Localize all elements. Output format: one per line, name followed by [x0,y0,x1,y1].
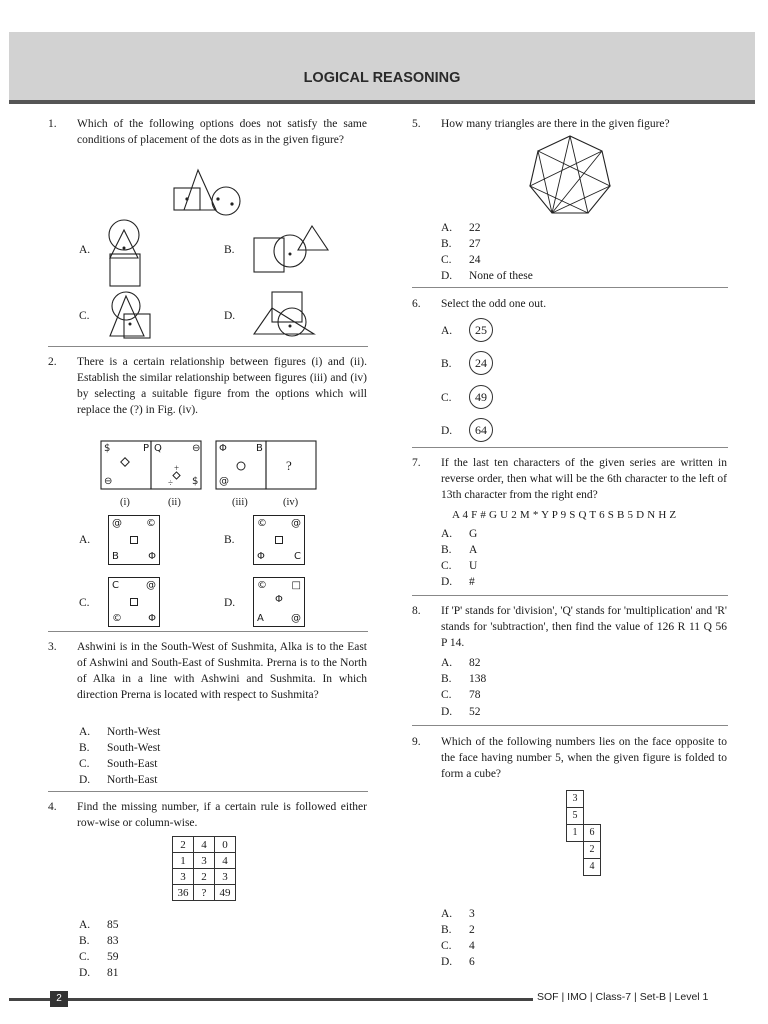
option-text: 27 [469,238,481,250]
question-number: 7. [412,457,421,469]
q4-option-b[interactable] [79,934,119,948]
q4-option-d[interactable] [79,966,119,980]
option-text: South-West [107,742,161,754]
net-face: 3 [566,790,584,808]
opt-b-tl: © [257,518,267,529]
option-letter: B. [441,238,452,250]
q7-series: A 4 F # G U 2 M * Y P 9 S Q T 6 S B 5 D N H Z [452,509,677,521]
q2-i-bottom-left: ⊖ [104,476,113,487]
grid-cell: 0 [215,837,236,853]
divider [412,287,728,288]
svg-text:+: + [174,463,180,473]
q3-option-c[interactable] [79,757,157,771]
grid-cell: 4 [194,837,215,853]
option-letter: B. [441,358,452,371]
option-text: U [469,560,478,572]
q4-option-a[interactable] [79,918,119,932]
option-letter: A. [441,325,453,338]
q2-ii-top-left: Q [154,443,162,454]
option-text: 6 [469,956,475,968]
question-text: How many triangles are there in the given figure? [441,118,670,130]
q7-option-c[interactable] [441,559,477,573]
option-letter: C. [441,940,452,952]
q2-option-c-label[interactable]: C. [79,597,90,609]
question-number: 9. [412,736,421,748]
option-text: 78 [469,689,481,701]
q1-option-a-label[interactable]: A. [79,244,91,256]
q9-cube-net [566,790,606,900]
footer-text: SOF | IMO | Class-7 | Set-B | Level 1 [537,991,709,1003]
q8-option-a[interactable] [441,656,481,670]
opt-b-br: C [294,551,301,562]
grid-cell: 4 [215,853,236,869]
option-letter: A. [441,528,453,540]
q2-option-a-label[interactable]: A. [79,534,91,546]
option-letter: D. [79,967,91,979]
q6-option-a[interactable] [441,318,493,342]
divider [48,631,368,632]
question-5 [412,116,728,134]
option-letter: D. [441,270,453,282]
option-letter: A. [79,726,91,738]
opt-c-br: Φ [148,613,156,624]
question-number: 8. [412,605,421,617]
fig-label-ii: (ii) [168,497,181,508]
q2-question-mark: ? [286,458,292,473]
option-text: A [469,544,478,556]
option-letter: A. [79,919,91,931]
option-text: 59 [107,951,119,963]
option-text: 52 [469,706,481,718]
option-text: 3 [469,908,475,920]
option-letter: D. [441,425,453,438]
q2-option-d-label[interactable]: D. [224,597,236,609]
square-icon [130,536,138,544]
circled-number: 64 [469,418,493,442]
q2-option-a-figure[interactable] [108,515,160,565]
opt-d-bl: A [257,613,264,624]
option-letter: C. [441,560,452,572]
option-letter: D. [441,706,453,718]
q5-option-c[interactable] [441,253,481,267]
option-text: 22 [469,222,481,234]
question-1 [48,116,368,176]
net-face: 4 [583,858,601,876]
q1-option-d-figure[interactable] [252,290,334,342]
question-number: 5. [412,118,421,130]
question-text: Which of the following numbers lies on the face opposite to the face having number 5, when the given figure is folded to form a cube? [441,736,727,780]
q2-iii-bottom-left: @ [219,476,229,487]
divider [412,725,728,726]
question-text: Which of the following options does not satisfy the same conditions of placement of the dots as in the given figure? [77,118,367,146]
q9-option-d[interactable] [441,955,475,969]
option-text: North-West [107,726,161,738]
q1-option-b-label[interactable]: B. [224,244,235,256]
option-text: 24 [469,254,481,266]
opt-a-bl: B [112,551,119,562]
q9-option-a[interactable] [441,907,475,921]
option-text: 2 [469,924,475,936]
q6-option-b[interactable] [441,351,493,375]
opt-a-br: Φ [148,551,156,562]
q6-option-c[interactable] [441,385,493,409]
q9-option-c[interactable] [441,939,475,953]
fig-label-i: (i) [120,497,130,508]
option-text: 85 [107,919,119,931]
opt-c-tl: C [112,580,119,591]
q1-option-d-label[interactable]: D. [224,310,236,322]
net-face: 2 [583,841,601,859]
option-letter: D. [79,774,91,786]
q2-option-c-figure[interactable] [108,577,160,627]
option-text: 4 [469,940,475,952]
q8-option-d[interactable] [441,705,481,719]
q5-heptagon-figure [528,134,612,216]
q2-i-top-left: $ [104,443,111,454]
option-letter: D. [441,956,453,968]
option-letter: B. [79,742,90,754]
option-text: South-East [107,758,158,770]
option-text: 83 [107,935,119,947]
grid-cell: 1 [173,853,194,869]
question-text: Select the odd one out. [441,298,547,310]
circled-number: 25 [469,318,493,342]
q7-option-d[interactable] [441,575,475,589]
question-text: If 'P' stands for 'division', 'Q' stands for 'multiplication' and 'R' stands for 'subtraction', then find the value of 126 R 11 Q 56 P 14. [441,605,727,649]
option-text: 82 [469,657,481,669]
grid-cell: 49 [215,885,236,901]
option-letter: D. [441,576,453,588]
circled-number: 24 [469,351,493,375]
q2-option-d-figure[interactable] [253,577,305,627]
question-6 [412,296,728,314]
option-letter: B. [441,924,452,936]
page-header [9,32,755,104]
opt-a-tr: © [146,518,156,529]
option-letter: C. [79,758,90,770]
q2-ii-top-right: ⊖ [192,443,201,454]
square-icon [130,598,138,606]
opt-d-tl: © [257,580,267,591]
net-face: 5 [566,807,584,825]
q3-option-b[interactable] [79,741,160,755]
page-number: 2 [50,991,68,1007]
opt-b-bl: Φ [257,551,265,562]
phi-icon: Φ [275,594,283,605]
question-9 [412,734,728,784]
opt-c-bl: © [112,613,122,624]
svg-text:÷: ÷ [168,478,173,488]
question-text: If the last ten characters of the given series are written in reverse order, then what will be the 6th character to the left of 13th character from the right end? [441,457,727,501]
q1-option-b-figure[interactable] [250,224,332,276]
grid-cell: 3 [173,869,194,885]
q2-i-top-right: P [143,443,150,454]
opt-d-br: @ [291,613,301,624]
opt-d-tr: □ [291,580,301,591]
circled-number: 49 [469,385,493,409]
option-letter: B. [441,673,452,685]
question-2 [48,354,368,436]
divider [412,447,728,448]
option-text: North-East [107,774,158,786]
option-letter: A. [441,657,453,669]
question-text: Ashwini is in the South-West of Sushmita, Alka is to the East of Ashwini and South-East of Sushmita. Prerna is to the North of Alka in a line with Ashwini and Sushmita. In which direction Prerna is located with respect to Sushmita? [77,641,367,701]
question-number: 2. [48,356,57,368]
q7-option-b[interactable] [441,543,477,557]
q5-option-d[interactable] [441,269,533,283]
option-text: 81 [107,967,119,979]
opt-a-tl: @ [112,518,122,529]
q8-option-c[interactable] [441,688,481,702]
q1-given-figure [170,168,245,218]
question-7 [412,455,728,505]
divider [48,791,368,792]
option-letter: A. [441,908,453,920]
q9-option-b[interactable] [441,923,475,937]
option-text: None of these [469,270,533,282]
fig-label-iii: (iii) [232,497,248,508]
q1-option-a-figure[interactable] [106,218,146,290]
q5-option-b[interactable] [441,237,481,251]
q2-iii-top-right: B [256,443,263,454]
q3-option-d[interactable] [79,773,157,787]
q1-option-c-label[interactable]: C. [79,310,90,322]
option-letter: C. [441,689,452,701]
opt-c-tr: @ [146,580,156,591]
question-number: 1. [48,118,57,130]
question-text: There is a certain relationship between figures (i) and (ii). Establish the similar relationship between figures (iii) and (iv) by selecting a suitable figure from the options which will replace the (?) in Fig. (iv). [77,356,367,416]
question-3 [48,639,368,721]
q8-option-b[interactable] [441,672,486,686]
option-letter: C. [79,951,90,963]
q4-option-c[interactable] [79,950,119,964]
option-letter: B. [79,935,90,947]
question-number: 3. [48,641,57,653]
q2-option-b-label[interactable]: B. [224,534,235,546]
grid-cell: 3 [194,853,215,869]
square-icon [275,536,283,544]
grid-cell: 3 [215,869,236,885]
section-title: LOGICAL REASONING [303,70,461,86]
option-text: 138 [469,673,487,685]
option-letter: A. [441,222,453,234]
divider [48,346,368,347]
q4-number-grid [172,836,236,901]
grid-cell: 2 [173,837,194,853]
option-letter: C. [441,254,452,266]
question-number: 6. [412,298,421,310]
option-text: G [469,528,478,540]
option-letter: C. [441,392,452,405]
q3-option-a[interactable] [79,725,160,739]
option-text: # [469,576,475,588]
net-face: 6 [583,824,601,842]
footer-rule [9,998,533,1001]
fig-label-iv: (iv) [283,497,299,508]
q6-option-d[interactable] [441,418,493,442]
option-letter: B. [441,544,452,556]
opt-b-tr: @ [291,518,301,529]
q2-option-b-figure[interactable] [253,515,305,565]
q2-iii-top-left: Φ [219,443,227,454]
question-8 [412,603,728,653]
question-text: Find the missing number, if a certain rule is followed either row-wise or column-wise. [77,801,367,829]
q1-option-c-figure[interactable] [108,290,154,342]
q7-option-a[interactable] [441,527,477,541]
net-face: 1 [566,824,584,842]
question-4 [48,799,368,833]
grid-cell: ? [194,885,215,901]
grid-cell: 36 [173,885,194,901]
divider [412,595,728,596]
q5-option-a[interactable] [441,221,481,235]
q2-ii-bottom-right: $ [192,476,199,487]
grid-cell: 2 [194,869,215,885]
question-number: 4. [48,801,57,813]
